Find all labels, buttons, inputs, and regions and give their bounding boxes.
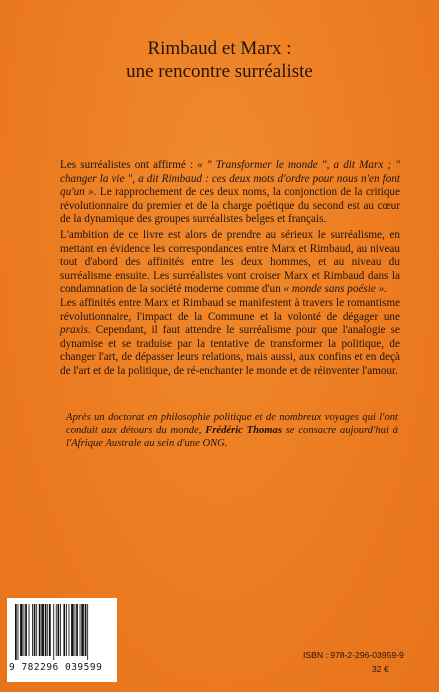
barcode-bar [53,604,54,660]
barcode [7,598,117,682]
barcode-bars [15,604,111,660]
paragraph-segment: praxis [60,324,88,337]
paragraph-2 [60,229,400,297]
barcode-bar [71,604,74,656]
isbn-label: ISBN : 978-2-296-03959-9 [303,650,404,660]
barcode-digits: 9 782296 039599 [9,662,103,673]
book-title [0,38,439,83]
barcode-bar [85,604,87,656]
barcode-bar [69,604,70,656]
barcode-bar [75,604,76,656]
bio-text-before: Après un doctorat en philosophie politique et de nombreux voyages qui l'ont conduit aux détours du monde, [66,412,398,437]
barcode-bar [29,604,30,656]
barcode-bar [34,604,36,656]
author-name: Frédéric Thomas [205,425,282,437]
barcode-bar [56,604,57,656]
paragraph-segment: Les affinités entre Marx et Rimbaud se manifestent à travers le romantisme révolutionnaire, l'impact de la Commune et la volonté de dégager une [60,297,400,323]
paragraph-segment: L'ambition de ce livre est alors de prendre au sérieux le surréalisme, en mettant en évidence les correspondances entre Marx et Rimbaud, au niveau tout d'abord des affinités entre les deux hommes, et au niveau du surréalisme ensuite. Les surréalistes vont croiser Marx et Rimbaud dans la condamnation de la société moderne comme d'un [60,229,400,296]
barcode-bar [58,604,60,656]
barcode-bar [76,604,78,656]
barcode-bar [41,604,44,656]
paragraph-segment: « monde sans poésie ». [283,283,387,296]
barcode-bar [66,604,67,656]
paragraph-segment: « " Transformer le monde ", a dit Marx ; " changer la vie ", a dit Rimbaud : ces deux mots d'ordre pour nous n'en font qu'un ». [60,159,400,199]
barcode-bar [25,604,27,656]
barcode-bar [87,604,88,660]
paragraph-segment: Le rapprochement de ces deux noms, la conjonction de la critique révolutionnaire du premier et de la charge poétique du second est au cœur de la dynamique des groupes surréalistes belges et français. [60,186,400,226]
barcode-bar [32,604,33,656]
paragraph-segment: Les surréalistes ont affirmé : [60,159,198,171]
barcode-bar [80,604,81,656]
bio-text-after: se consacre aujourd'hui à l'Afrique Australe au sein d'une ONG. [66,425,398,450]
title-line-2: une rencontre surréaliste [126,61,313,82]
barcode-bar [60,604,61,656]
author-bio [66,411,398,451]
barcode-bar [18,604,19,660]
paragraph-1 [60,159,400,227]
barcode-bar [36,604,37,656]
barcode-bar [15,604,17,660]
barcode-bar [63,604,65,656]
barcode-bar [24,604,25,656]
barcode-bar [20,604,23,656]
paragraph-segment: . Cependant, il faut attendre le surréalisme pour que l'analogie se dynamise et se traduise par la tentative de transformer la politique, de changer l'art, de dépasser leurs relations, mais aussi, aux confins et en deçà de l'art et de la politique, de ré-enchanter le monde et de réinventer l'amour. [60,324,400,377]
barcode-bar [47,604,48,656]
title-line-1: Rimbaud et Marx : [147,38,292,59]
barcode-bar [49,604,51,656]
price-label: 32 € [372,664,389,674]
barcode-bar [45,604,47,656]
paragraph-3 [60,297,400,379]
barcode-bar [81,604,84,656]
barcode-bar [39,604,41,656]
